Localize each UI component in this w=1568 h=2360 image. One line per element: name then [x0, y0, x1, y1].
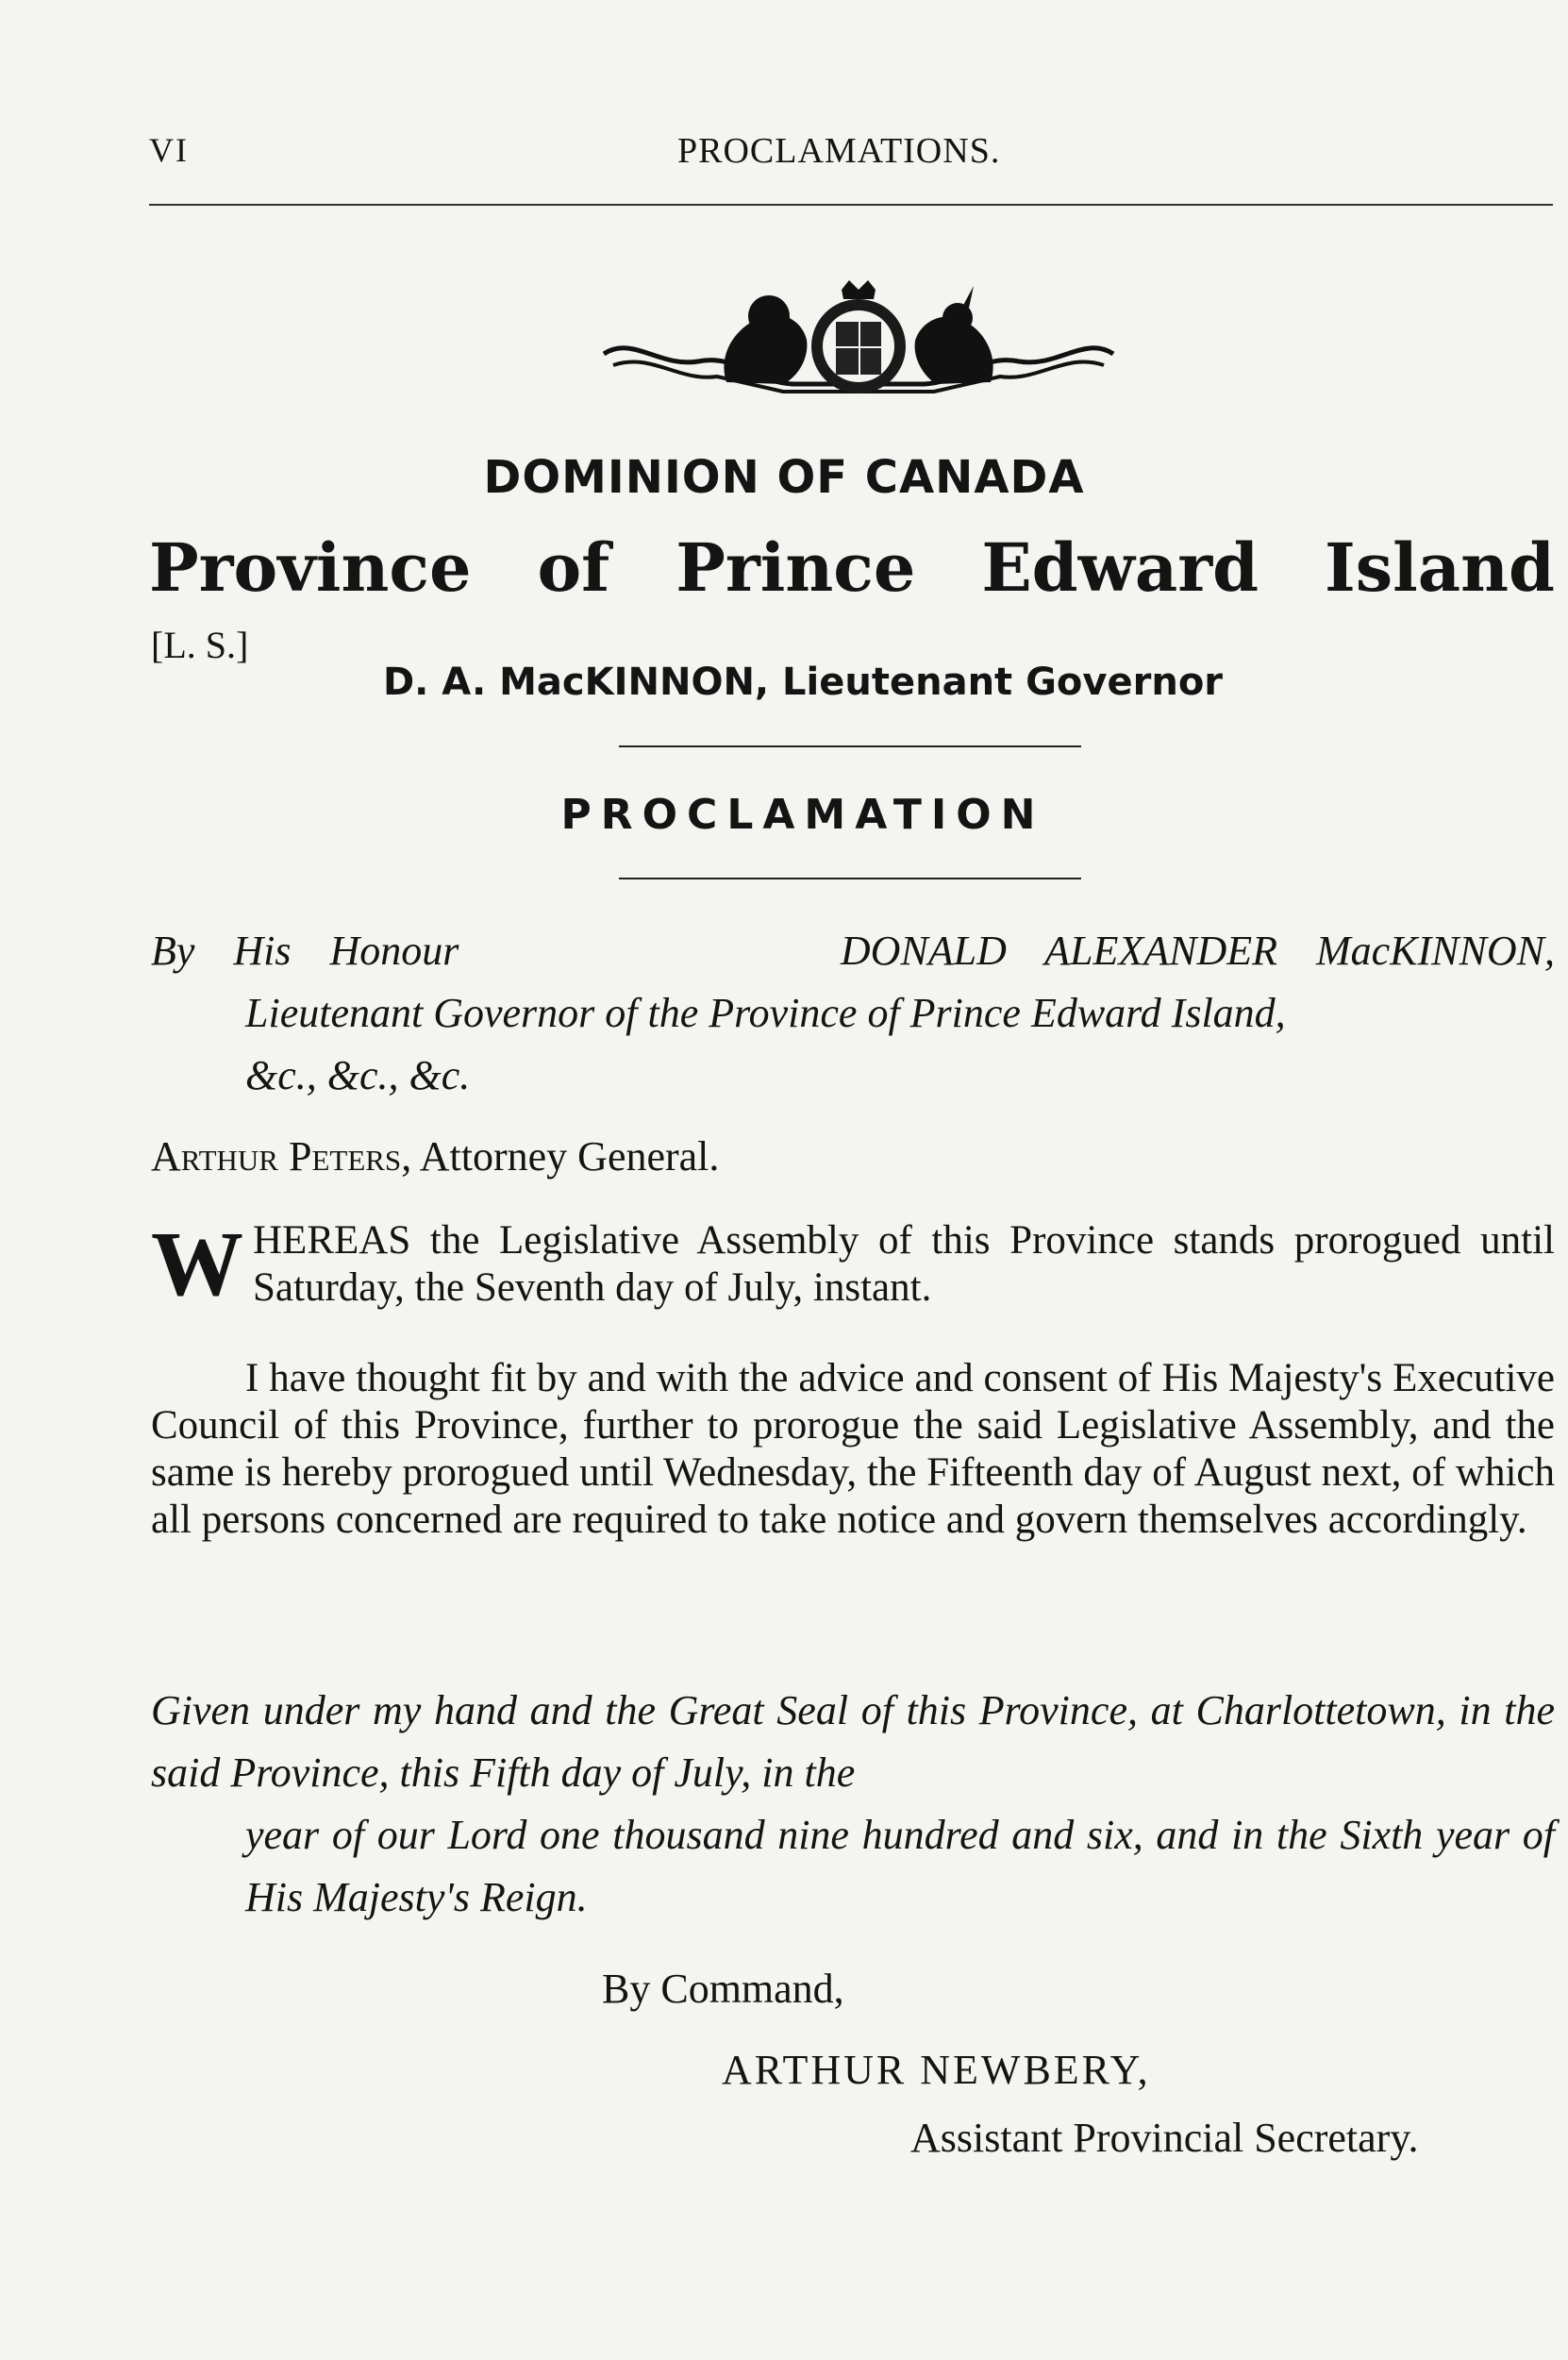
- attorney-title: , Attorney General.: [401, 1133, 720, 1180]
- province-word: Edward: [981, 528, 1259, 607]
- byline-name: DONALD ALEXANDER MacKINNON,: [840, 928, 1555, 974]
- byline-lead: By His Honour: [151, 928, 459, 974]
- signer-office: Assistant Provincial Secretary.: [910, 2115, 1419, 2161]
- province-word: Prince: [676, 528, 916, 607]
- dominion-heading: DOMINION OF CANADA: [483, 451, 1085, 504]
- byline-line-3: &c., &c., &c.: [245, 1052, 471, 1098]
- section-rule-top: [619, 745, 1081, 747]
- proclamation-title: PROCLAMATION: [560, 791, 1045, 839]
- byline-line-1: [151, 920, 1555, 982]
- attorney-name: Arthur Peters: [151, 1133, 402, 1180]
- running-head: [149, 130, 1553, 187]
- whereas-paragraph: [151, 1213, 1555, 1315]
- seal-mark: [L. S.]: [151, 624, 249, 666]
- body-paragraph: I have thought fit by and with the advice and consent of His Majesty's Executive Council of this Province, further to prorogue the said Legislative Assembly, and the same is hereby prorogued until Wednesday, the Fifteenth day of August next, of which all persons concerned are required to take notice and govern themselves accordingly.: [151, 1356, 1555, 1542]
- royal-coat-of-arms-icon: [594, 278, 1123, 410]
- given-line-1: Given under my hand and the Great Seal of this Province, at Charlottetown, in the said Province, this Fifth day of July, in the: [151, 1687, 1555, 1796]
- given-line-2: year of our Lord one thousand nine hundred and six, and in the Sixth year of His Majesty's Reign.: [245, 1812, 1555, 1920]
- page-folio: VI: [149, 131, 189, 169]
- governor-line: D. A. MacKINNON, Lieutenant Governor: [382, 661, 1224, 704]
- header-rule: [149, 204, 1553, 206]
- signer-name: ARTHUR NEWBERY,: [722, 2047, 1151, 2093]
- province-word: Province: [149, 528, 472, 607]
- whereas-text: HEREAS the Legislative Assembly of this Province stands prorogued until Saturday, the Seventh day of July, instant.: [253, 1218, 1555, 1310]
- province-word: Island: [1325, 528, 1555, 607]
- drop-cap: W: [151, 1213, 243, 1315]
- province-heading: [149, 528, 1555, 607]
- section-rule-bottom: [619, 878, 1081, 879]
- byline-line-2: Lieutenant Governor of the Province of Prince Edward Island,: [245, 990, 1286, 1036]
- given-clause: [151, 1680, 1555, 1929]
- province-word: of: [537, 528, 610, 607]
- attorney-line: [151, 1132, 719, 1180]
- running-title: PROCLAMATIONS.: [677, 131, 1001, 171]
- byline: [151, 920, 1555, 1107]
- by-command: By Command,: [602, 1966, 844, 2012]
